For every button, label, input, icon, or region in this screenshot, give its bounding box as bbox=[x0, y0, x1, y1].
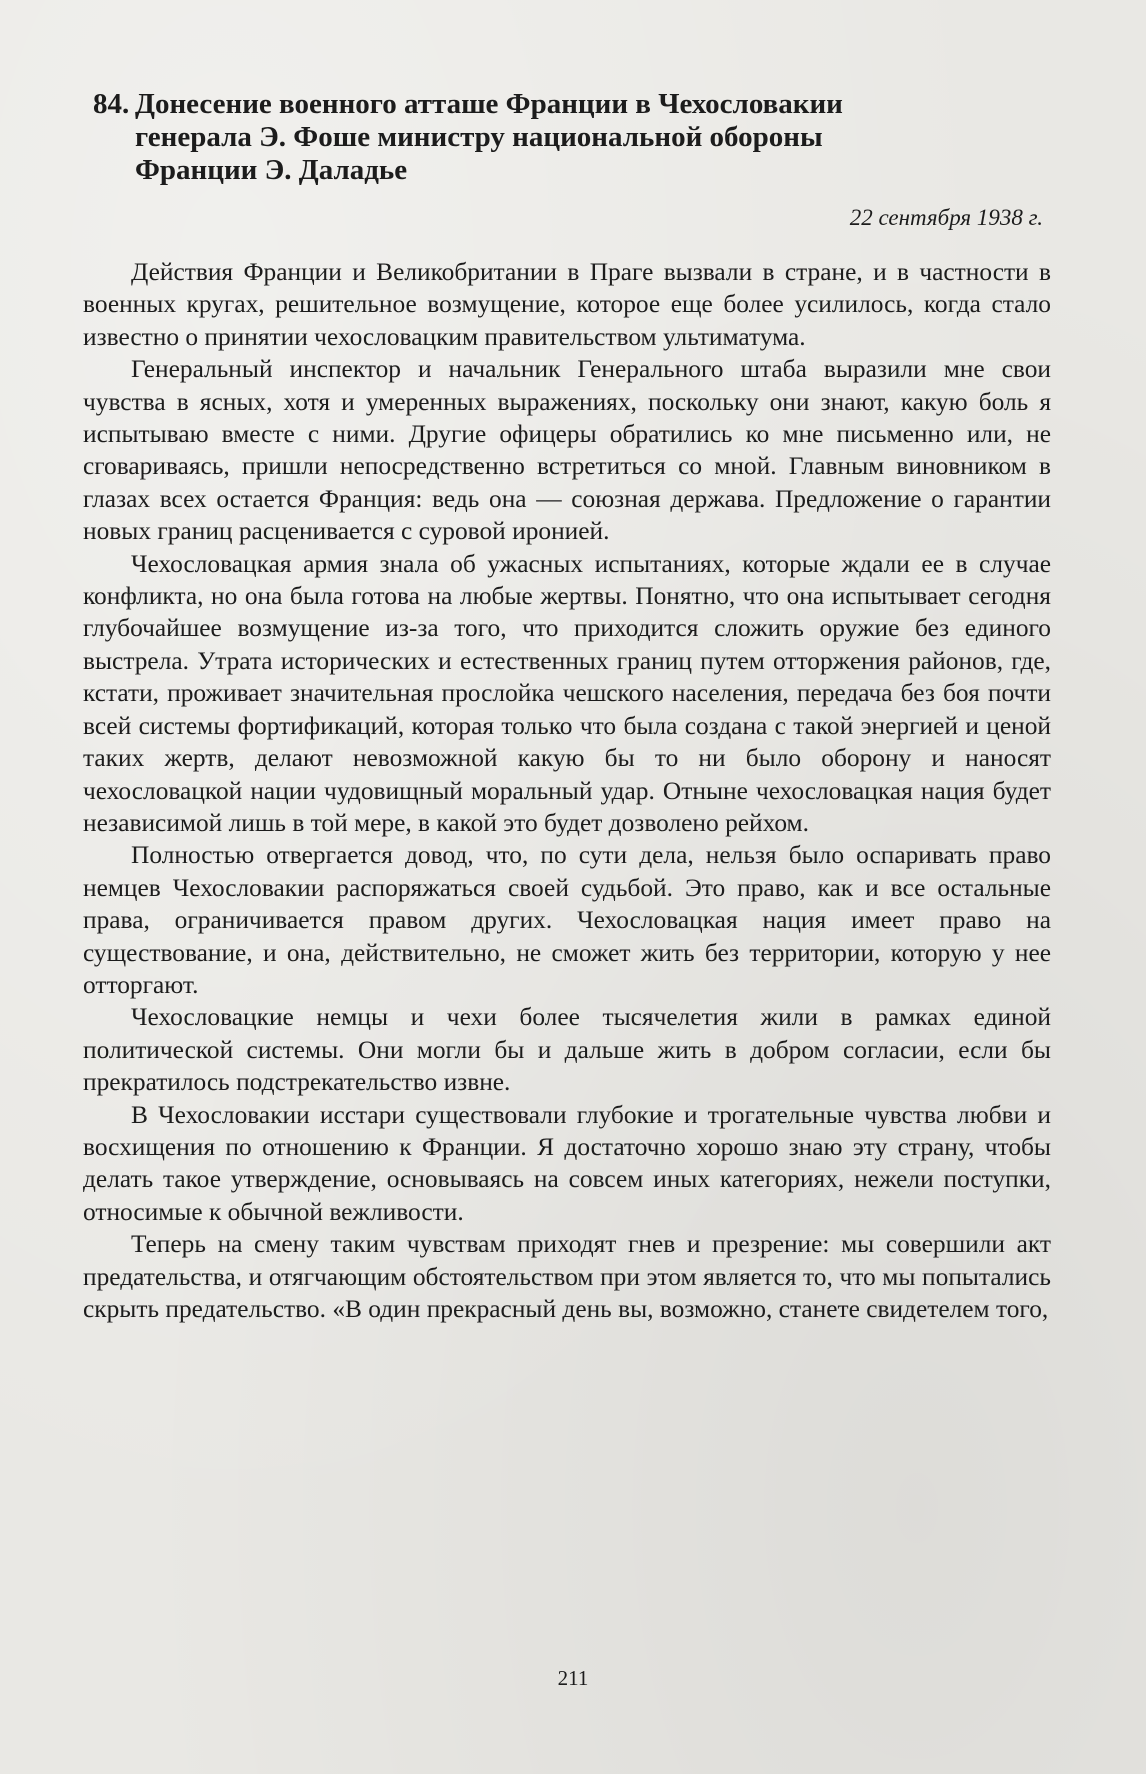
paragraph-5: Чехословацкие немцы и чехи более тысячелетия жили в рамках единой политической системы. Они могли бы и дальше жить в добром согласии, если бы прекратилось подстрекательство извне. bbox=[83, 1003, 1051, 1097]
title-line-3: Франции Э. Даладье bbox=[135, 154, 408, 186]
document-body bbox=[83, 256, 1051, 1325]
paragraph-3: Чехословацкая армия знала об ужасных испытаниях, которые ждали ее в случае конфликта, но она была готова на любые жертвы. Понятно, что она испытывает сегодня глубочайшее возмущение из-за того, что приходится сложить оружие без единого выстрела. Утрата исторических и естественных границ путем отторжения районов, где, кстати, проживает значительная прослойка чешского населения, передача без боя почти всей системы фортификаций, которая только что была создана с такой энергией и ценой таких жертв, делают невозможной какую бы то ни было оборону и наносят чехословацкой нации чудовищный моральный удар. Отныне чехословацкая нация будет независимой лишь в той мере, в какой это будет дозволено рейхом. bbox=[83, 549, 1051, 837]
title-line-1: Донесение военного атташе Франции в Чехословакии bbox=[135, 88, 843, 120]
paragraph-7: Теперь на смену таким чувствам приходят гнев и презрение: мы совершили акт предательства, и отягчающим обстоятельством при этом является то, что мы попытались скрыть предательство. «В один прекрасный день вы, возможно, станете свидетелем того, bbox=[83, 1230, 1051, 1323]
document-title bbox=[135, 88, 995, 187]
paragraph-1: Действия Франции и Великобритании в Праге вызвали в стране, и в частности в военных кругах, решительное возмущение, которое еще более усилилось, когда стало известно о принятии чехословацким правительством ультиматума. bbox=[83, 258, 1051, 351]
page-number: 211 bbox=[557, 1666, 589, 1690]
document-date: 22 сентября 1938 г. bbox=[849, 205, 1043, 230]
paragraph-2: Генеральный инспектор и начальник Генерального штаба выразили мне свои чувства в ясных, хотя и умеренных выражениях, поскольку они знают, какую боль я испытываю вместе с ними. Другие офицеры обратились ко мне письменно или, не сговариваясь, пришли непосредственно встретиться со мной. Главным виновником в глазах всех остается Франция: ведь она — союзная держава. Предложение о гарантии новых границ расценивается с суровой иронией. bbox=[83, 355, 1051, 546]
title-line-2: генерала Э. Фоше министру национальной обороны bbox=[135, 121, 823, 153]
paragraph-4: Полностью отвергается довод, что, по сути дела, нельзя было оспаривать право немцев Чехословакии распоряжаться своей судьбой. Это право, как и все остальные права, ограничивается правом других. Чехословацкая нация имеет право на существование, и она, действительно, не сможет жить без территории, которую у нее отторгают. bbox=[83, 841, 1051, 999]
document-number: 84. bbox=[93, 88, 130, 120]
paragraph-6: В Чехословакии исстари существовали глубокие и трогательные чувства любви и восхищения по отношению к Франции. Я достаточно хорошо знаю эту страну, чтобы делать такое утверждение, основываясь на совсем иных категориях, нежели поступки, относимые к обычной вежливости. bbox=[83, 1100, 1051, 1226]
